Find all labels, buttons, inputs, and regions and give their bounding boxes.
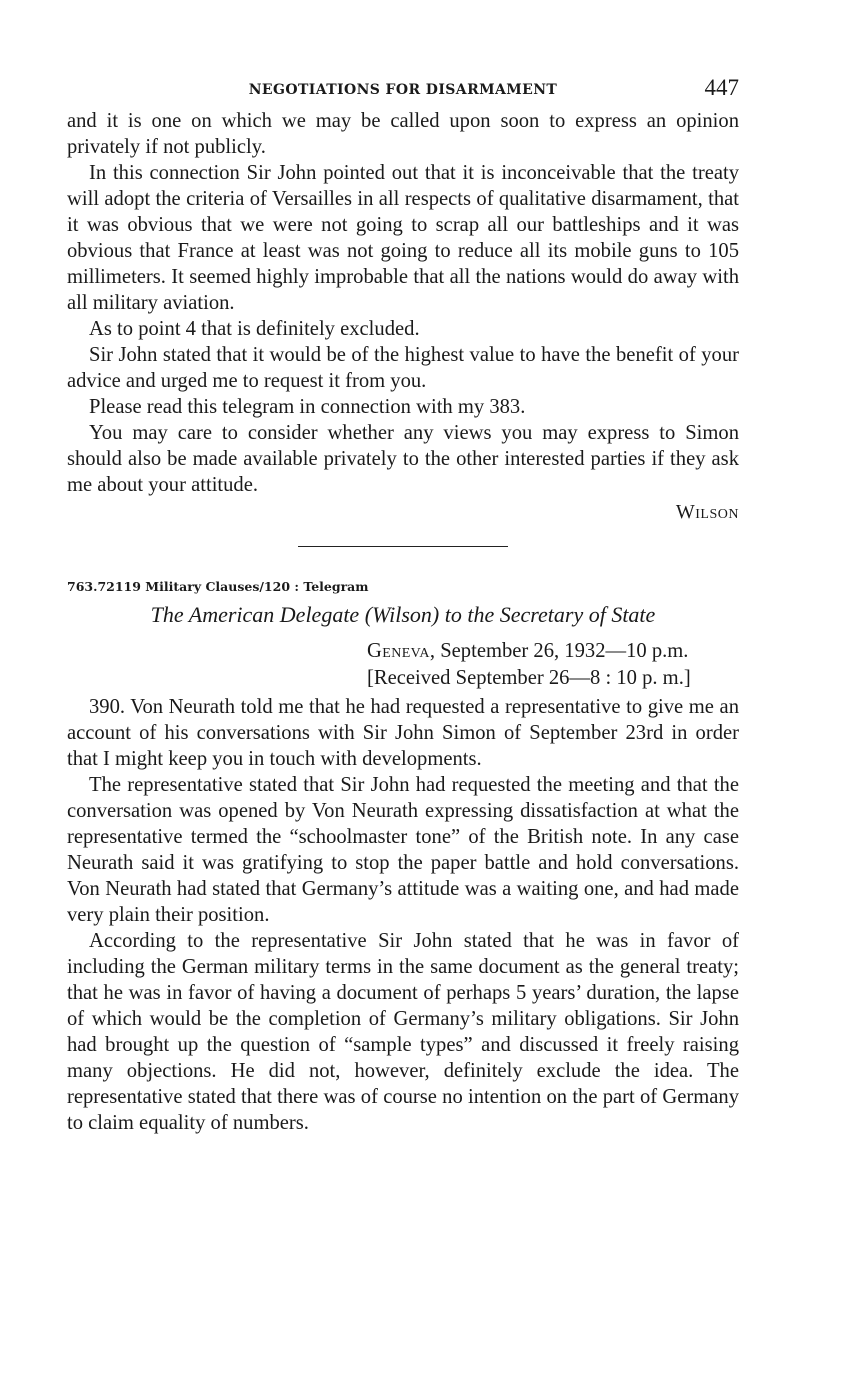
paragraph: Sir John stated that it would be of the highest value to have the benefit of your advice and urged me to request it from you. <box>67 344 739 392</box>
dateline-place: Geneva <box>367 640 430 662</box>
dateline-received: [Received September 26—8 : 10 p. m.] <box>367 667 691 689</box>
document-page <box>67 74 739 1136</box>
document-title: The American Delegate (Wilson) to the Secretary of State <box>150 602 656 627</box>
paragraph: According to the representative Sir John stated that he was in favor of including the German military terms in the same document as the general treaty; that he was in favor of having a document of perhaps 5 years’ duration, the lapse of which would be the completion of Germany’s military obligations. Sir John had brought up the question of “sample types” and discussed it freely raising many objections. He did not, however, definitely exclude the idea. The representative stated that there was of course no intention on the part of Germany to claim equality of numbers. <box>67 930 739 1134</box>
second-document-body <box>67 694 739 1136</box>
file-reference: 763.72119 Military Clauses/120 : Telegram <box>67 579 369 594</box>
paragraph: 390. Von Neurath told me that he had requested a representative to give me an account of his conversations with Sir John Simon of September 23rd in order that I might keep you in touch with developments. <box>67 696 739 770</box>
dateline-date: , September 26, 1932—10 p.m. <box>429 640 689 662</box>
dateline <box>67 638 739 692</box>
paragraph: The representative stated that Sir John had requested the meeting and that the conversation was opened by Von Neurath expressing dissatisfaction at what the representative termed the “schoolmaster tone” of the British note. In any case Neurath said it was gratifying to stop the paper battle and hold conversations. Von Neurath had stated that Germany’s attitude was a waiting one, and had made very plain their position. <box>67 774 739 926</box>
page-number: 447 <box>704 75 739 100</box>
first-document-body <box>67 108 739 525</box>
paragraph: and it is one on which we may be called upon soon to express an opinion privately if not publicly. <box>67 110 739 158</box>
paragraph: In this connection Sir John pointed out that it is inconceivable that the treaty will adopt the criteria of Versailles in all respects of qualitative disarmament, that it was obvious that we were not going to scrap all our battleships and it was obvious that France at least was not going to reduce all its mobile guns to 105 millimeters. It seemed highly improbable that all the nations would do away with all military aviation. <box>67 162 739 314</box>
paragraph: As to point 4 that is definitely excluded. <box>89 318 420 340</box>
paragraph: You may care to consider whether any views you may express to Simon should also be made available privately to the other interested parties if they ask me about your attitude. <box>67 422 739 496</box>
running-head <box>67 74 739 108</box>
signature: Wilson <box>675 501 739 523</box>
paragraph: Please read this telegram in connection with my 383. <box>89 396 526 418</box>
running-title: NEGOTIATIONS FOR DISARMAMENT <box>248 82 558 98</box>
dateline-sent <box>367 638 739 665</box>
section-divider <box>298 546 508 547</box>
